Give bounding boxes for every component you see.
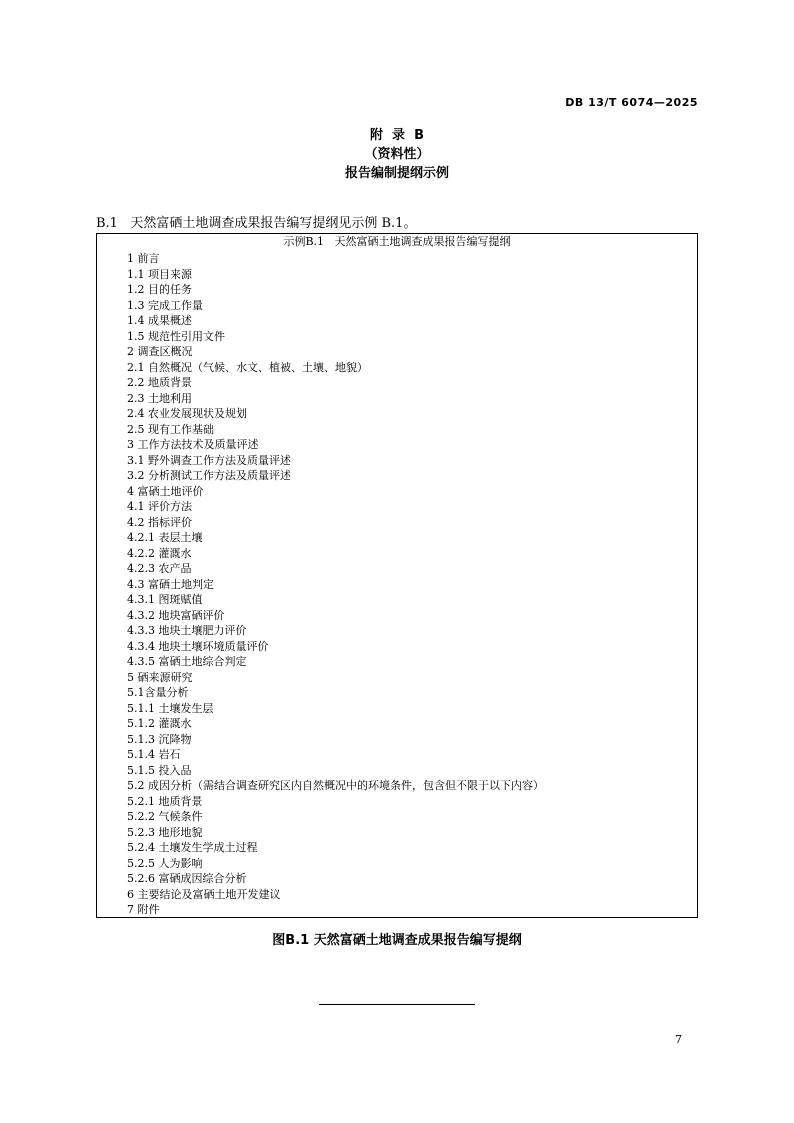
outline-item: 5.2 成因分析（需结合调查研究区内自然概况中的环境条件，包含但不限于以下内容）	[127, 779, 544, 792]
outline-item: 5.1.3 沉降物	[127, 732, 192, 746]
outline-item: 6 主要结论及富硒土地开发建议	[127, 887, 281, 901]
outline-item: 5.1.2 灌溉水	[127, 717, 192, 730]
outline-item: 3.2 分析测试工作方法及质量评述	[127, 469, 291, 482]
outline-item: 5.1.4 岩石	[127, 748, 181, 761]
example-title: 示例B.1 天然富硒土地调查成果报告编写提纲	[283, 235, 511, 248]
outline-item: 4 富硒土地评价	[127, 484, 204, 498]
outline-item: 5.1.1 土壤发生层	[127, 701, 214, 715]
outline-item: 5.2.6 富硒成因综合分析	[127, 872, 247, 885]
appendix-nature: （资料性）	[364, 147, 430, 162]
outline-item: 7 附件	[127, 903, 160, 916]
outline-item: 4.3.3 地块土壤肥力评价	[127, 624, 247, 637]
outline-item: 5.2.3 地形地貌	[127, 825, 203, 839]
outline-item: 5.2.5 人为影响	[127, 856, 203, 870]
outline-item: 4.3.4 地块土壤环境质量评价	[127, 639, 269, 653]
appendix-heading	[0, 126, 794, 183]
outline-item: 5.1.5 投入品	[127, 763, 192, 777]
appendix-label: 附 录 B	[369, 128, 424, 143]
outline-item: 3 工作方法技术及质量评述	[127, 438, 259, 451]
outline-item: 4.2.1 表层土壤	[127, 531, 203, 544]
outline-item: 4.2.2 灌溉水	[127, 546, 192, 560]
outline-item: 2 调查区概况	[127, 345, 193, 358]
outline-item: 4.2 指标评价	[127, 515, 192, 529]
page-number: 7	[675, 1033, 682, 1046]
end-divider	[319, 1004, 475, 1005]
figure-caption: 图B.1 天然富硒土地调查成果报告编写提纲	[272, 933, 522, 948]
outline-item: 2.5 现有工作基础	[127, 422, 214, 436]
outline-item: 4.2.3 农产品	[127, 562, 192, 575]
outline-item: 1.1 项目来源	[127, 267, 192, 281]
outline-item: 5.1含量分析	[127, 686, 189, 699]
outline-item: 4.3.1 图斑赋值	[127, 593, 203, 606]
outline-item: 4.3.2 地块富硒评价	[127, 608, 225, 622]
outline-item: 2.2 地质背景	[127, 376, 192, 389]
outline-item: 5 硒来源研究	[127, 670, 193, 684]
outline-item: 5.2.2 气候条件	[127, 810, 203, 823]
outline-item: 4.3 富硒土地判定	[127, 577, 214, 591]
outline-item: 5.2.1 地质背景	[127, 794, 203, 808]
outline-item: 2.3 土地利用	[127, 391, 192, 405]
standard-code: DB 13/T 6074—2025	[565, 96, 698, 109]
outline-list	[127, 251, 697, 918]
example-box	[96, 233, 698, 918]
outline-item: 4.3.5 富硒土地综合判定	[127, 655, 247, 668]
outline-item: 1.4 成果概述	[127, 314, 192, 327]
outline-item: 4.1 评价方法	[127, 500, 192, 513]
outline-item: 2.1 自然概况（气候、水文、植被、土壤、地貌）	[127, 360, 368, 374]
outline-item: 2.4 农业发展现状及规划	[127, 407, 247, 420]
appendix-title: 报告编制提纲示例	[344, 166, 449, 181]
outline-item: 1 前言	[127, 252, 160, 265]
outline-item: 3.1 野外调查工作方法及质量评述	[127, 453, 291, 467]
outline-item: 1.2 目的任务	[127, 283, 192, 296]
intro-paragraph: B.1 天然富硒土地调查成果报告编写提纲见示例 B.1。	[96, 216, 417, 231]
outline-item: 1.5 规范性引用文件	[127, 329, 225, 343]
outline-item: 1.3 完成工作量	[127, 298, 203, 312]
outline-item: 5.2.4 土壤发生学成土过程	[127, 841, 258, 854]
